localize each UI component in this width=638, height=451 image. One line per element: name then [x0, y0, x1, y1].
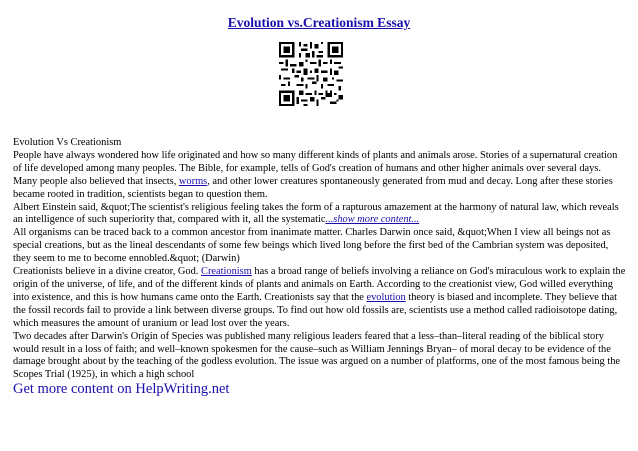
paragraph-2-text: Albert Einstein said, &quot;The scientist's religious feeling takes the form of a rapturous amazement at the harmony of natural law, which reveals an intelligence of such superiority that, compared with it, all the systematic [13, 201, 619, 226]
paragraph-4 [13, 266, 627, 331]
link-worms[interactable]: worms [178, 175, 208, 187]
paragraph-5: Two decades after Darwin's Origin of Species was published many religious leaders feared that a less–than–literal reading of the biblical story would result in a loss of faith; and well–known spokesmen for the cause–such as William Jennings Bryan– of moral decay to be evidence of the damage brought about by the teaching of the godless evolution. The issue was argued on a number of platforms, one of the most famous being the Scopes Trial (1925), in which a high school [13, 330, 621, 381]
paragraph-2 [13, 202, 627, 228]
link-creationism[interactable]: Creationism [201, 266, 252, 278]
get-more-content-link[interactable]: Get more content on HelpWriting.net [13, 381, 230, 397]
paragraph-1-text-a: People have always wondered how life originated and how so many different kinds of plants and animals arose. Stories of a supernatural creation of life developed among many peoples. The Bible, for example, tells of God's creation of humans and other higher animals over several days. Many people also believed that insects, [13, 149, 618, 187]
essay-heading: Evolution Vs Creationism [13, 137, 122, 148]
qr-code [279, 42, 343, 106]
paragraph-1 [13, 150, 627, 202]
paragraph-4-text-a: Creationists believe in a divine creator, God. [13, 266, 202, 278]
document-title[interactable]: Evolution vs.Creationism Essay [227, 15, 411, 30]
essay-body [13, 137, 627, 382]
link-evolution[interactable]: evolution [366, 291, 406, 303]
paragraph-3: All organisms can be traced back to a common ancestor from inanimate matter. Charles Darwin once said, &quot;When I view all beings not as special creations, but as the lineal descendants of some few beings which lived long before the first bed of the Cambrian system was deposited, they seem to me to become ennobled.&quot; (Darwin) [13, 227, 611, 265]
paragraph-1-text-b: , and other lower creatures spontaneously generated from mud and decay. Long after these stories became rooted in tradition, scientists began to question them. [13, 175, 613, 200]
paragraph-4-text-c: theory is biased and incomplete. They believe that the fossil records fail to provide a link between diverse groups. To find out how old fossils are, scientists use a method called radioisotope dating, which measures the amount of uranium or lead lost over the years. [13, 291, 618, 329]
paragraph-4-text-b: has a broad range of beliefs involving a reliance on God's miraculous work to explain the origin of the universe, of life, and of the different kinds of plants and animals on Earth. According to the creationist view, God willed everything into existence, and this is how humans came onto the Earth. Creationists say that the [13, 266, 626, 303]
show-more-link[interactable]: ...show more content... [325, 214, 420, 226]
